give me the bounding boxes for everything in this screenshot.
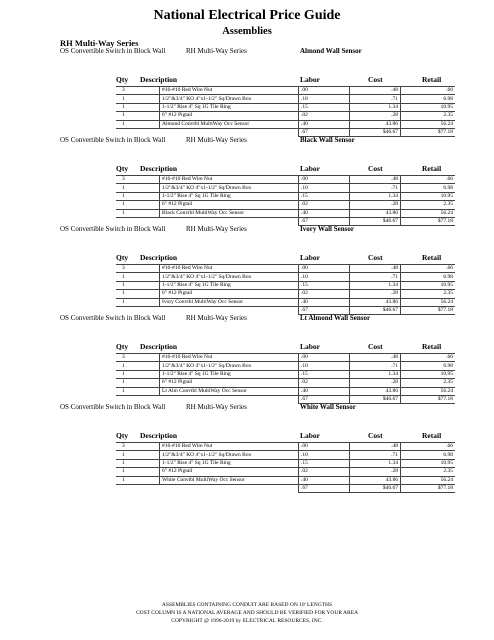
table-row xyxy=(116,176,455,184)
cost-cell: .71 xyxy=(350,362,401,370)
table-row xyxy=(116,95,455,103)
col-labor: Labor xyxy=(300,75,321,84)
table-row xyxy=(116,459,455,467)
retail-cell: .66 xyxy=(401,87,456,95)
table-row xyxy=(116,209,455,217)
retail-cell: 2.35 xyxy=(401,379,456,387)
table-row xyxy=(116,192,455,200)
cost-cell: .48 xyxy=(350,265,401,273)
col-description: Description xyxy=(140,253,178,262)
total-cost: $46.67 xyxy=(350,306,401,314)
qty-cell: 1 xyxy=(116,370,160,378)
assembly-block xyxy=(60,403,494,492)
assembly-series: RH Multi-Way Series xyxy=(186,403,247,411)
description-cell: 1-1/2" Rise 4" Sq 1G Tile Ring xyxy=(160,370,299,378)
column-headers xyxy=(60,431,494,442)
table-row xyxy=(116,112,455,120)
assembly-category: OS Convertible Switch in Block Wall xyxy=(60,403,166,411)
total-retail: $77.18 xyxy=(401,217,456,225)
description-cell: 1-1/2" Rise 4" Sq 1G Tile Ring xyxy=(160,103,299,111)
col-qty: Qty xyxy=(116,164,129,173)
table-row xyxy=(116,184,455,192)
description-cell: 1/2"&3/4" KO 4"x1-1/2" Sq/Drawn Box xyxy=(160,362,299,370)
table-row xyxy=(116,273,455,281)
labor-cell: .40 xyxy=(299,387,350,395)
assembly-table xyxy=(116,442,455,493)
table-row xyxy=(116,387,455,395)
qty-cell: 1 xyxy=(116,362,160,370)
table-row xyxy=(116,298,455,306)
qty-cell: 1 xyxy=(116,184,160,192)
description-cell: 1-1/2" Rise 4" Sq 1G Tile Ring xyxy=(160,192,299,200)
retail-cell: 6.98 xyxy=(401,184,456,192)
qty-cell: 1 xyxy=(116,103,160,111)
assembly-category: OS Convertible Switch in Block Wall xyxy=(60,314,166,322)
assembly-series: RH Multi-Way Series xyxy=(186,314,247,322)
col-description: Description xyxy=(140,75,178,84)
section-heading: RH Multi-Way Series xyxy=(60,38,139,48)
labor-cell: .02 xyxy=(299,201,350,209)
description-cell: Black Convtbl MultiWay Occ Sensor xyxy=(160,209,299,217)
assembly-name: Black Wall Sensor xyxy=(300,136,355,144)
qty-cell: 1 xyxy=(116,112,160,120)
col-labor: Labor xyxy=(300,253,321,262)
qty-cell: 1 xyxy=(116,281,160,289)
retail-cell: 10.95 xyxy=(401,103,456,111)
labor-cell: .40 xyxy=(299,298,350,306)
qty-cell: 1 xyxy=(116,209,160,217)
retail-cell: 2.35 xyxy=(401,468,456,476)
assembly-block xyxy=(60,314,494,403)
labor-cell: .00 xyxy=(299,176,350,184)
description-cell: Almond Convtbl MultiWay Occ Sensor xyxy=(160,120,299,128)
retail-cell: .66 xyxy=(401,265,456,273)
labor-cell: .00 xyxy=(299,443,350,451)
qty-cell: 1 xyxy=(116,120,160,128)
retail-cell: 6.98 xyxy=(401,95,456,103)
description-cell: 6" #12 Pigtail xyxy=(160,290,299,298)
cost-cell: .28 xyxy=(350,379,401,387)
table-row xyxy=(116,201,455,209)
col-retail: Retail xyxy=(422,164,442,173)
retail-cell: 10.95 xyxy=(401,370,456,378)
retail-cell: .66 xyxy=(401,176,456,184)
labor-cell: .15 xyxy=(299,459,350,467)
cost-cell: .71 xyxy=(350,273,401,281)
col-cost: Cost xyxy=(368,253,383,262)
retail-cell: 2.35 xyxy=(401,290,456,298)
retail-cell: 10.95 xyxy=(401,192,456,200)
retail-cell: 56.24 xyxy=(401,387,456,395)
qty-cell: 3 xyxy=(116,265,160,273)
cost-cell: 1.34 xyxy=(350,281,401,289)
labor-cell: .18 xyxy=(299,95,350,103)
col-labor: Labor xyxy=(300,164,321,173)
col-retail: Retail xyxy=(422,431,442,440)
col-retail: Retail xyxy=(422,342,442,351)
retail-cell: 6.98 xyxy=(401,273,456,281)
cost-cell: .71 xyxy=(350,184,401,192)
assembly-block xyxy=(60,47,494,136)
total-row xyxy=(116,484,455,492)
col-retail: Retail xyxy=(422,253,442,262)
qty-cell: 3 xyxy=(116,443,160,451)
table-row xyxy=(116,379,455,387)
description-cell: 1/2"&3/4" KO 4"x1-1/2" Sq/Drawn Box xyxy=(160,184,299,192)
qty-cell: 1 xyxy=(116,273,160,281)
qty-cell: 3 xyxy=(116,87,160,95)
cost-cell: 43.86 xyxy=(350,209,401,217)
qty-cell: 1 xyxy=(116,476,160,484)
assembly-series: RH Multi-Way Series xyxy=(186,225,247,233)
total-labor: .67 xyxy=(299,217,350,225)
table-row xyxy=(116,476,455,484)
qty-cell: 1 xyxy=(116,468,160,476)
qty-cell: 1 xyxy=(116,95,160,103)
description-cell: 1/2"&3/4" KO 4"x1-1/2" Sq/Drawn Box xyxy=(160,451,299,459)
labor-cell: .02 xyxy=(299,290,350,298)
table-row xyxy=(116,265,455,273)
table-row xyxy=(116,103,455,111)
cost-cell: .48 xyxy=(350,87,401,95)
assembly-name: Ivory Wall Sensor xyxy=(300,225,354,233)
cost-cell: .71 xyxy=(350,95,401,103)
assembly-table xyxy=(116,86,455,137)
assembly-name: Almond Wall Sensor xyxy=(300,47,362,55)
table-row xyxy=(116,120,455,128)
footer-line: COST COLUMN IS A NATIONAL AVERAGE AND SHOULD BE VERIFIED FOR YOUR AREA xyxy=(135,610,359,616)
assembly-table xyxy=(116,175,455,226)
cost-cell: .48 xyxy=(350,176,401,184)
col-description: Description xyxy=(140,342,178,351)
description-cell: Lt Alm Convtbl MultiWay Occ Sensor xyxy=(160,387,299,395)
col-cost: Cost xyxy=(368,431,383,440)
col-labor: Labor xyxy=(300,342,321,351)
col-cost: Cost xyxy=(368,342,383,351)
labor-cell: .02 xyxy=(299,468,350,476)
cost-cell: 1.34 xyxy=(350,459,401,467)
column-headers xyxy=(60,164,494,175)
col-qty: Qty xyxy=(116,253,129,262)
description-cell: #16-#10 Red Wire Nut xyxy=(160,354,299,362)
total-labor: .67 xyxy=(299,306,350,314)
description-cell: #16-#10 Red Wire Nut xyxy=(160,87,299,95)
retail-cell: .66 xyxy=(401,354,456,362)
qty-cell: 1 xyxy=(116,201,160,209)
assembly-category: OS Convertible Switch in Block Wall xyxy=(60,136,166,144)
cost-cell: .28 xyxy=(350,468,401,476)
retail-cell: 6.98 xyxy=(401,362,456,370)
qty-cell: 3 xyxy=(116,354,160,362)
table-row xyxy=(116,443,455,451)
assembly-series: RH Multi-Way Series xyxy=(186,136,247,144)
retail-cell: 56.24 xyxy=(401,298,456,306)
labor-cell: .10 xyxy=(299,273,350,281)
retail-cell: 6.98 xyxy=(401,451,456,459)
total-labor: .67 xyxy=(299,484,350,492)
description-cell: 1-1/2" Rise 4" Sq 1G Tile Ring xyxy=(160,459,299,467)
assembly-block xyxy=(60,136,494,225)
retail-cell: 56.24 xyxy=(401,120,456,128)
assembly-category: OS Convertible Switch in Block Wall xyxy=(60,225,166,233)
description-cell: 1/2"&3/4" KO 4"x1-1/2" Sq/Drawn Box xyxy=(160,95,299,103)
retail-cell: .66 xyxy=(401,443,456,451)
cost-cell: .28 xyxy=(350,112,401,120)
page-title: National Electrical Price Guide xyxy=(153,8,341,23)
retail-cell: 10.95 xyxy=(401,281,456,289)
description-cell: #16-#10 Red Wire Nut xyxy=(160,176,299,184)
description-cell: White Convtbl MultiWay Occ Sensor xyxy=(160,476,299,484)
cost-cell: .71 xyxy=(350,451,401,459)
assembly-header xyxy=(60,403,494,431)
col-qty: Qty xyxy=(116,431,129,440)
cost-cell: 1.34 xyxy=(350,370,401,378)
qty-cell: 1 xyxy=(116,451,160,459)
labor-cell: .15 xyxy=(299,103,350,111)
description-cell: #16-#10 Red Wire Nut xyxy=(160,265,299,273)
description-cell: 6" #12 Pigtail xyxy=(160,468,299,476)
qty-cell: 1 xyxy=(116,290,160,298)
table-row xyxy=(116,87,455,95)
col-cost: Cost xyxy=(368,164,383,173)
labor-cell: .02 xyxy=(299,112,350,120)
total-cost: $46.67 xyxy=(350,395,401,403)
col-description: Description xyxy=(140,164,178,173)
col-cost: Cost xyxy=(368,75,383,84)
total-retail: $77.18 xyxy=(401,128,456,136)
assembly-header xyxy=(60,47,494,75)
labor-cell: .02 xyxy=(299,379,350,387)
qty-cell: 1 xyxy=(116,459,160,467)
cost-cell: .48 xyxy=(350,443,401,451)
labor-cell: .00 xyxy=(299,87,350,95)
table-row xyxy=(116,370,455,378)
retail-cell: 10.95 xyxy=(401,459,456,467)
footer-line: COPYRIGHT @ 1996-2019 by ELECTRICAL RESOURCES, INC. xyxy=(171,618,323,624)
total-retail: $77.18 xyxy=(401,395,456,403)
assembly-header xyxy=(60,136,494,164)
labor-cell: .10 xyxy=(299,184,350,192)
labor-cell: .15 xyxy=(299,370,350,378)
cost-cell: 1.34 xyxy=(350,103,401,111)
labor-cell: .00 xyxy=(299,265,350,273)
description-cell: 6" #12 Pigtail xyxy=(160,201,299,209)
cost-cell: 1.34 xyxy=(350,192,401,200)
col-retail: Retail xyxy=(422,75,442,84)
cost-cell: .28 xyxy=(350,290,401,298)
assembly-header xyxy=(60,314,494,342)
labor-cell: .00 xyxy=(299,354,350,362)
cost-cell: 43.86 xyxy=(350,120,401,128)
page-subtitle: Assemblies xyxy=(222,26,272,37)
cost-cell: .48 xyxy=(350,354,401,362)
total-cost: $46.67 xyxy=(350,217,401,225)
cost-cell: .28 xyxy=(350,201,401,209)
qty-cell: 1 xyxy=(116,192,160,200)
table-row xyxy=(116,281,455,289)
assembly-block xyxy=(60,225,494,314)
total-cost: $46.67 xyxy=(350,128,401,136)
total-labor: .67 xyxy=(299,395,350,403)
col-qty: Qty xyxy=(116,75,129,84)
column-headers xyxy=(60,75,494,86)
retail-cell: 56.24 xyxy=(401,209,456,217)
assembly-name: White Wall Sensor xyxy=(300,403,356,411)
column-headers xyxy=(60,342,494,353)
table-row xyxy=(116,354,455,362)
assembly-name: Lt Almond Wall Sensor xyxy=(300,314,371,322)
col-qty: Qty xyxy=(116,342,129,351)
table-row xyxy=(116,451,455,459)
description-cell: 1-1/2" Rise 4" Sq 1G Tile Ring xyxy=(160,281,299,289)
column-headers xyxy=(60,253,494,264)
labor-cell: .10 xyxy=(299,451,350,459)
col-labor: Labor xyxy=(300,431,321,440)
description-cell: Ivory Convtbl MultiWay Occ Sensor xyxy=(160,298,299,306)
total-retail: $77.18 xyxy=(401,306,456,314)
cost-cell: 43.86 xyxy=(350,298,401,306)
col-description: Description xyxy=(140,431,178,440)
assembly-table xyxy=(116,353,455,404)
assembly-header xyxy=(60,225,494,253)
assembly-category: OS Convertible Switch in Block Wall xyxy=(60,47,166,55)
table-row xyxy=(116,362,455,370)
labor-cell: .40 xyxy=(299,209,350,217)
assembly-table xyxy=(116,264,455,315)
table-row xyxy=(116,290,455,298)
qty-cell: 1 xyxy=(116,387,160,395)
footer-line: ASSEMBLIES CONTAINING CONDUIT ARE BASED ON 10' LENGTHS xyxy=(161,602,333,608)
total-retail: $77.18 xyxy=(401,484,456,492)
retail-cell: 2.35 xyxy=(401,201,456,209)
retail-cell: 56.24 xyxy=(401,476,456,484)
assembly-series: RH Multi-Way Series xyxy=(186,47,247,55)
footer xyxy=(0,601,494,625)
total-cost: $46.67 xyxy=(350,484,401,492)
labor-cell: .15 xyxy=(299,281,350,289)
labor-cell: .10 xyxy=(299,362,350,370)
description-cell: 6" #12 Pigtail xyxy=(160,379,299,387)
cost-cell: 43.86 xyxy=(350,387,401,395)
cost-cell: 43.86 xyxy=(350,476,401,484)
table-row xyxy=(116,468,455,476)
labor-cell: .15 xyxy=(299,192,350,200)
qty-cell: 1 xyxy=(116,379,160,387)
total-labor: .67 xyxy=(299,128,350,136)
description-cell: 6" #12 Pigtail xyxy=(160,112,299,120)
qty-cell: 1 xyxy=(116,298,160,306)
qty-cell: 3 xyxy=(116,176,160,184)
retail-cell: 2.35 xyxy=(401,112,456,120)
description-cell: 1/2"&3/4" KO 4"x1-1/2" Sq/Drawn Box xyxy=(160,273,299,281)
labor-cell: .40 xyxy=(299,476,350,484)
labor-cell: .40 xyxy=(299,120,350,128)
description-cell: #16-#10 Red Wire Nut xyxy=(160,443,299,451)
